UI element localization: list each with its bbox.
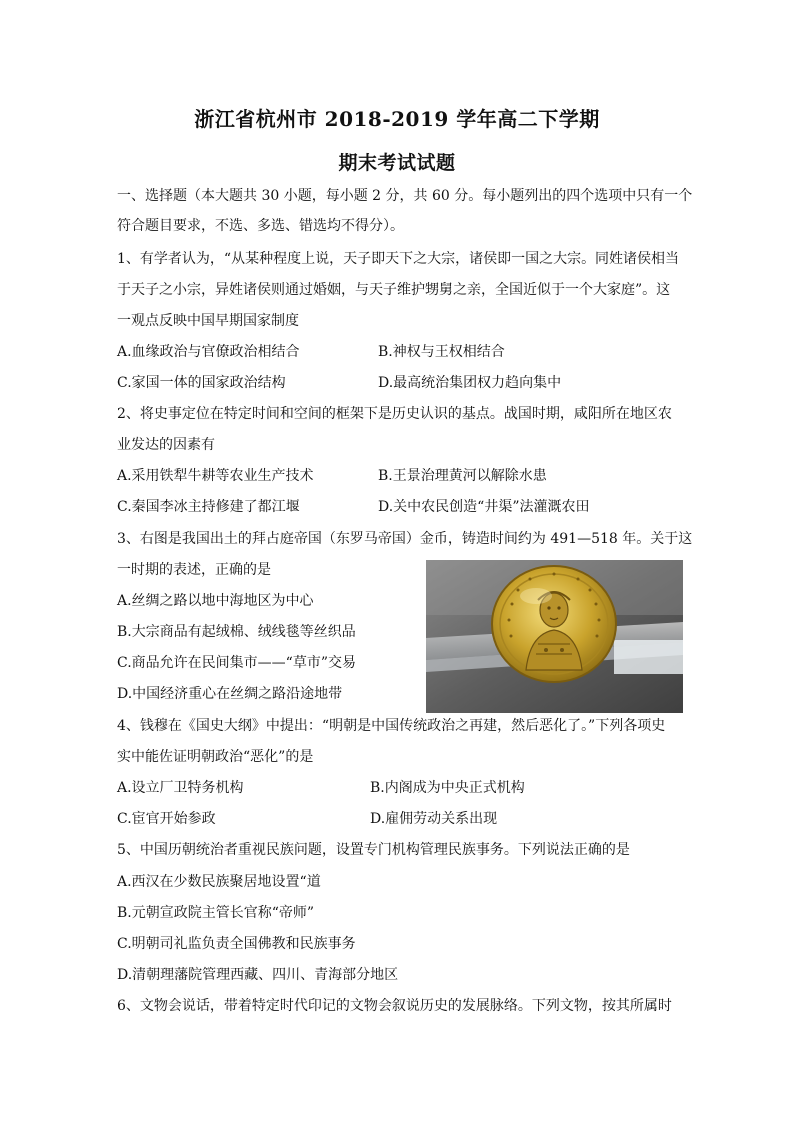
question-5-text: 5、中国历朝统治者重视民族问题，设置专门机构管理民族事务。下列说法正确的是: [117, 842, 630, 858]
document-title: 浙江省杭州市 2018-2019 学年高二下学期: [194, 107, 600, 131]
question-4-option-a[interactable]: A.设立厂卫特务机构: [117, 780, 244, 796]
question-3-option-a[interactable]: A.丝绸之路以地中海地区为中心: [117, 593, 314, 609]
question-4-option-b[interactable]: B.内阁成为中央正式机构: [370, 780, 525, 796]
question-4-option-d[interactable]: D.雇佣劳动关系出现: [370, 811, 498, 827]
question-2-option-b[interactable]: B.王景治理黄河以解除水患: [378, 468, 547, 484]
question-2-option-a[interactable]: A.采用铁犁牛耕等农业生产技术: [117, 468, 314, 484]
section-instruction: 符合题目要求，不选、多选、错选均不得分）。: [117, 218, 404, 234]
question-5-option-c[interactable]: C.明朝司礼监负责全国佛教和民族事务: [117, 936, 356, 952]
question-1-text: 于天子之小宗，异姓诸侯则通过婚姻，与天子维护甥舅之亲，全国近似于一个大家庭”。这: [117, 282, 671, 298]
question-1-text: 一观点反映中国早期国家制度: [117, 313, 299, 329]
question-3-option-d[interactable]: D.中国经济重心在丝绸之路沿途地带: [117, 686, 343, 702]
question-2-text: 业发达的因素有: [117, 437, 215, 453]
question-2-text: 2、将史事定位在特定时间和空间的框架下是历史认识的基点。战国时期，咸阳所在地区农: [117, 406, 672, 422]
section-instruction: 一、选择题（本大题共 30 小题，每小题 2 分，共 60 分。每小题列出的四个选项中只有一个: [117, 188, 693, 204]
question-3-text: 3、右图是我国出土的拜占庭帝国（东罗马帝国）金币，铸造时间约为 491—518 年。关于这: [117, 531, 693, 547]
question-3-option-b[interactable]: B.大宗商品有起绒棉、绒线毯等丝织品: [117, 624, 356, 640]
question-1-option-b[interactable]: B.神权与王权相结合: [378, 344, 505, 360]
question-5-option-b[interactable]: B.元朝宣政院主管长官称“帝师”: [117, 905, 315, 921]
question-4-text: 实中能佐证明朝政治“恶化”的是: [117, 749, 314, 765]
question-1-option-d[interactable]: D.最高统治集团权力趋向集中: [378, 375, 562, 391]
question-5-option-a[interactable]: A.西汉在少数民族聚居地设置“道: [117, 874, 321, 890]
question-1-option-a[interactable]: A.血缘政治与官僚政治相结合: [117, 344, 300, 360]
question-3-text: 一时期的表述，正确的是: [117, 562, 271, 578]
question-4-text: 4、钱穆在《国史大纲》中提出：“明朝是中国传统政治之再建，然后恶化了。”下列各项史: [117, 718, 666, 734]
question-1-option-c[interactable]: C.家国一体的国家政治结构: [117, 375, 286, 391]
coin-illustration: [426, 560, 683, 713]
byzantine-gold-coin-image: [426, 560, 683, 713]
question-6-text: 6、文物会说话，带着特定时代印记的文物会叙说历史的发展脉络。下列文物，按其所属时: [117, 998, 672, 1014]
question-4-option-c[interactable]: C.宦官开始参政: [117, 811, 216, 827]
question-2-option-d[interactable]: D.关中农民创造“井渠”法灌溉农田: [378, 499, 590, 515]
question-1-text: 1、有学者认为，“从某种程度上说，天子即天下之大宗，诸侯即一国之大宗。同姓诸侯相当: [117, 251, 680, 267]
question-5-option-d[interactable]: D.清朝理藩院管理西藏、四川、青海部分地区: [117, 967, 399, 983]
document-subtitle: 期末考试试题: [338, 152, 456, 174]
question-2-option-c[interactable]: C.秦国李冰主持修建了都江堰: [117, 499, 300, 515]
question-3-option-c[interactable]: C.商品允许在民间集市——“草市”交易: [117, 655, 356, 671]
